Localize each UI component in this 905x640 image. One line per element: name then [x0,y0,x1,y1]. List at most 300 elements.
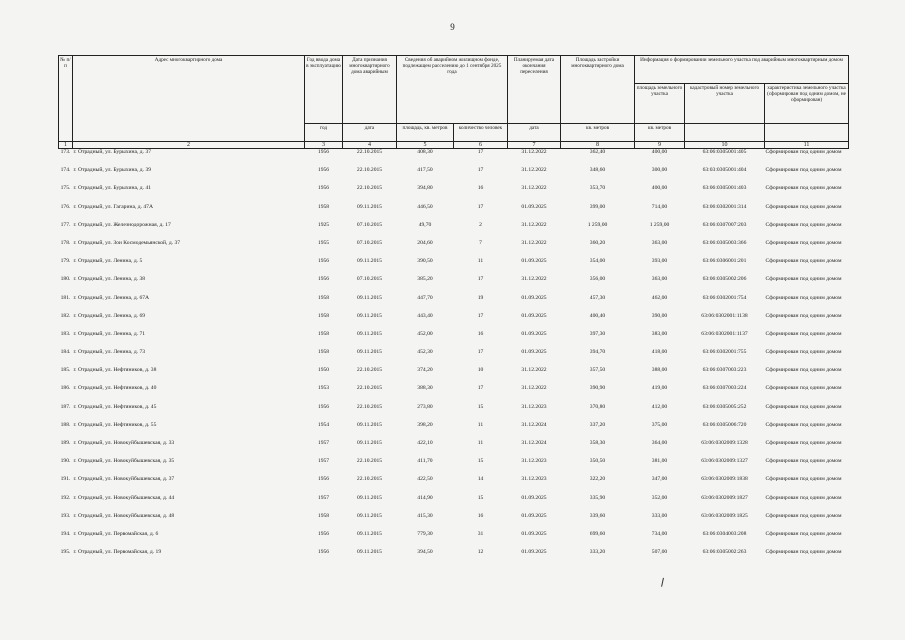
row-housing-area: 49,70 [418,221,432,228]
row-planned-end: 31.12.2022 [521,239,547,246]
row-cadastral-number: 63:06:0305005:252 [702,403,747,410]
row-building-area: 360,20 [589,239,606,246]
row-people-count: 11 [477,421,484,428]
row-building-area: 356,00 [589,276,606,283]
row-land-description: Сформирован под одним домом [765,312,842,319]
row-address: г. Отрадный, ул. Ленина, д. 69 [73,312,146,319]
row-emergency-date: 22.10.2015 [356,185,383,192]
row-building-area: 390,90 [589,385,606,392]
row-housing-area: 447,70 [417,294,433,301]
row-year-built: 1958 [317,349,330,356]
row-housing-area: 273,80 [417,403,433,410]
row-cadastral-number: 63:06:0305001:403 [702,185,747,192]
table-row [59,222,849,240]
row-number: 176. [60,203,71,210]
unit-sqm: кв. метров [561,124,635,142]
table-row [59,367,849,385]
row-people-count: 16 [477,512,484,519]
row-number: 189. [60,440,71,446]
row-year-built: 1955 [317,239,330,246]
row-people-count: 31 [477,530,484,537]
row-number: 193. [60,512,71,519]
row-number: 174. [60,167,71,174]
row-people-count: 16 [477,330,484,337]
row-building-area: 400,40 [589,312,606,319]
row-housing-area: 452,00 [417,330,433,337]
row-land-area: 383,00 [651,330,668,337]
header-land-info: Информация о формировании земельного участка под аварийным многоквартирным домом [635,56,849,84]
row-people-count: 7 [479,239,482,246]
row-number: 182. [60,312,71,319]
row-land-description: Сформирован под одним домом [765,221,842,228]
col-number: 4 [343,142,397,149]
header-cadastral: кадастровый номер земельного участка [685,84,765,124]
unit-date2: дата [508,124,561,142]
row-building-area: 337,20 [589,421,606,428]
unit-sqm2: кв. метров [635,124,685,142]
col-number: 2 [73,142,305,149]
row-building-area: 1 259,00 [587,221,608,228]
table-row [59,440,849,458]
row-land-description: Сформирован под одним домом [765,330,842,337]
row-people-count: 17 [477,167,484,174]
row-address: г. Отрадный, ул. Нефтяников, д. 55 [73,421,157,428]
row-number: 188. [60,421,71,428]
row-planned-end: 31.12.2022 [521,185,547,192]
row-building-area: 357,50 [589,367,606,374]
row-cadastral-number: 63:06:0302001:754 [702,294,747,301]
row-year-built: 1958 [317,294,330,301]
row-planned-end: 01.09.2025 [521,512,547,519]
row-land-description: Сформирован под одним домом [765,549,842,556]
row-land-area: 462,00 [651,294,668,301]
row-land-description: Сформирован под одним домом [765,167,842,174]
row-housing-area: 417,50 [417,167,433,174]
row-year-built: 1956 [317,276,330,283]
row-land-area: 388,00 [651,367,668,374]
row-cadastral-number: 63:06:0306001:201 [702,258,747,265]
row-year-built: 1956 [317,185,330,192]
row-planned-end: 31.12.2022 [521,149,547,155]
row-year-built: 1958 [317,203,330,210]
unit-empty-10 [685,124,765,142]
row-land-area: 400,00 [651,185,668,192]
col-number: 10 [685,142,765,149]
row-planned-end: 31.12.2022 [521,276,547,283]
unit-count: количество человек [454,124,508,142]
row-number: 191. [60,476,71,483]
header-emergency-date: Дата признания многоквартирного дома аварийным [343,56,397,124]
row-emergency-date: 22.10.2015 [356,385,383,392]
row-address: г. Отрадный, ул. Первомайская, д. 6 [73,530,159,537]
row-number: 181. [60,294,71,301]
row-cadastral-number: 63:06:0307007:203 [702,221,747,228]
row-address: г. Отрадный, ул. Ленина, д. 71 [73,330,146,337]
row-cadastral-number: 63:06:0305002:206 [702,276,747,283]
table-row [59,149,849,168]
row-land-area: 419,00 [651,385,668,392]
row-land-description: Сформирован под одним домом [765,149,842,155]
row-planned-end: 01.09.2025 [521,294,547,301]
row-planned-end: 01.09.2025 [521,312,547,319]
table-row [59,513,849,531]
row-emergency-date: 09.11.2015 [357,203,382,210]
row-year-built: 1958 [317,312,330,319]
row-cadastral-number: 63:06:0304003:208 [702,530,747,537]
row-number: 194. [60,530,71,537]
row-land-description: Сформирован под одним домом [765,440,842,446]
row-people-count: 15 [477,458,484,465]
row-emergency-date: 22.10.2015 [356,458,383,465]
row-address: г. Отрадный, ул. Новокуйбышевская, д. 37 [73,476,175,483]
row-emergency-date: 07.10.2015 [356,221,383,228]
row-housing-area: 408,30 [417,149,433,155]
pen-mark [661,578,666,587]
row-address: г. Отрадный, ул. Бурыхина, д. 39 [73,167,152,174]
row-cadastral-number: 63:06:0302001:755 [702,349,747,356]
row-housing-area: 446,50 [417,203,433,210]
row-people-count: 19 [477,294,484,301]
table-row [59,258,849,276]
row-building-area: 354,00 [589,258,606,265]
row-address: г. Отрадный, ул. Ленина, д. 73 [73,349,146,356]
row-people-count: 15 [477,494,484,501]
row-land-description: Сформирован под одним домом [765,494,842,501]
col-number: 6 [454,142,508,149]
row-cadastral-number: 63:06:0305003:366 [702,239,747,246]
table-row [59,349,849,367]
row-housing-area: 394,80 [417,185,433,192]
row-land-area: 381,00 [651,458,668,465]
row-cadastral-number: 63:06:0302001:1137 [701,330,748,337]
row-people-count: 16 [477,185,484,192]
row-land-area: 400,00 [651,149,668,155]
row-number: 180. [60,276,71,283]
row-address: г. Отрадный, ул. Нефтяников, д. 40 [73,385,157,392]
row-land-description: Сформирован под одним домом [765,385,842,392]
row-year-built: 1956 [317,149,330,155]
row-housing-area: 411,70 [417,458,433,465]
table-row [59,404,849,422]
table-row [59,531,849,549]
row-address: г. Отрадный, ул. Новокуйбышевская, д. 48 [73,512,175,519]
row-year-built: 1956 [317,258,330,265]
row-housing-area: 394,50 [417,549,433,556]
row-land-area: 714,00 [651,203,668,210]
row-land-description: Сформирован под одним домом [765,349,842,356]
row-emergency-date: 09.11.2015 [357,258,382,265]
row-cadastral-number: 63:06:0302001:1138 [701,312,748,319]
row-planned-end: 31.12.2024 [521,440,547,446]
row-land-area: 363,00 [651,239,668,246]
row-cadastral-number: 63:03:0305001:404 [702,167,747,174]
header-land-desc: характеристика земельного участка (сформирован под одним домом, не сформирован) [765,84,849,124]
row-emergency-date: 22.10.2015 [356,476,383,483]
table-row [59,204,849,222]
row-housing-area: 779,30 [417,530,433,537]
row-land-area: 347,00 [651,476,668,483]
row-planned-end: 31.12.2023 [521,476,547,483]
row-housing-area: 422,50 [417,476,433,483]
row-people-count: 10 [477,367,484,374]
row-people-count: 17 [477,312,484,319]
row-housing-area: 390,50 [417,258,433,265]
row-number: 183. [60,330,71,337]
row-emergency-date: 22.10.2015 [356,367,383,374]
row-land-area: 418,00 [651,349,668,356]
row-number: 175. [60,185,71,192]
row-number: 173. [60,149,71,155]
row-housing-area: 452,30 [417,349,433,356]
row-people-count: 11 [477,258,484,265]
row-planned-end: 31.12.2023 [521,458,547,465]
row-building-area: 699,60 [589,530,606,537]
row-year-built: 1956 [317,549,330,556]
row-number: 177. [60,221,71,228]
row-emergency-date: 22.10.2015 [356,167,383,174]
row-address: г. Отрадный, ул. Бурыхина, д. 41 [73,185,152,192]
row-emergency-date: 09.11.2015 [357,549,382,556]
row-number: 178. [60,239,71,246]
row-emergency-date: 09.11.2015 [357,421,382,428]
row-planned-end: 01.09.2025 [521,349,547,356]
table-row [59,495,849,513]
row-land-description: Сформирован под одним домом [765,258,842,265]
row-cadastral-number: 63:06:0305006:720 [702,421,747,428]
row-housing-area: 385,20 [417,276,433,283]
row-address: г. Отрадный, ул. Ленина, д. 5 [73,258,143,265]
table-row [59,476,849,494]
row-building-area: 339,60 [589,512,606,519]
row-building-area: 333,20 [589,549,606,556]
header-building-area: Площадь застройки многоквартирного дома [561,56,635,124]
table-row [59,295,849,313]
row-number: 184. [60,349,71,356]
row-year-built: 1956 [317,530,330,537]
row-cadastral-number: 63:06:0302009:1328 [701,440,748,446]
row-number: 190. [60,458,71,465]
row-year-built: 1953 [317,385,330,392]
row-cadastral-number: 63:06:0302001:314 [702,203,747,210]
row-building-area: 353,70 [589,185,606,192]
row-year-built: 1956 [317,403,330,410]
row-address: г. Отрадный, ул. Новокуйбышевская, д. 33 [73,440,175,446]
row-planned-end: 31.12.2022 [521,385,547,392]
col-number: 3 [305,142,343,149]
table-body [59,149,849,568]
row-cadastral-number: 63:06:0307003:224 [702,385,747,392]
row-land-description: Сформирован под одним домом [765,512,842,519]
unit-year: год [305,124,343,142]
row-year-built: 1954 [317,421,330,428]
row-address: г. Отрадный, ул. Бурыхина, д. 37 [73,149,152,155]
table-row [59,185,849,203]
row-people-count: 17 [477,276,484,283]
row-land-area: 393,00 [651,258,668,265]
row-number: 179. [60,258,71,265]
row-year-built: 1957 [317,440,330,446]
row-planned-end: 31.12.2022 [521,221,547,228]
col-number: 7 [508,142,561,149]
row-land-area: 375,00 [651,421,668,428]
unit-date: дата [343,124,397,142]
row-address: г. Отрадный, ул. Новокуйбышевская, д. 35 [73,458,175,465]
row-housing-area: 415,30 [417,512,433,519]
row-building-area: 322,20 [589,476,606,483]
row-housing-area: 398,20 [417,421,433,428]
row-land-area: 390,00 [651,312,668,319]
row-emergency-date: 09.11.2015 [357,494,382,501]
unit-empty-11 [765,124,849,142]
row-year-built: 1957 [317,494,330,501]
row-planned-end: 31.12.2022 [521,367,547,374]
row-building-area: 399,00 [589,203,606,210]
row-planned-end: 01.09.2025 [521,530,547,537]
row-land-area: 333,00 [651,512,668,519]
row-people-count: 17 [477,149,484,155]
row-address: г. Отрадный, ул. Нефтяников, д. 45 [73,403,157,410]
row-year-built: 1956 [317,476,330,483]
row-address: г. Отрадный, ул. Ленина, д. 38 [73,276,146,283]
table-row [59,549,849,567]
row-cadastral-number: 63:06:0302009:1327 [701,458,748,465]
row-year-built: 1957 [317,458,330,465]
row-address: г. Отрадный, ул. Новокуйбышевская, д. 44 [73,494,175,501]
row-address: г. Отрадный, ул. Ленина, д. 67А [73,294,150,301]
row-land-area: 363,00 [651,276,668,283]
table-row [59,276,849,294]
row-address: г. Отрадный, ул. Гагарина, д. 47А [73,203,154,210]
row-emergency-date: 09.11.2015 [357,349,382,356]
row-cadastral-number: 63:06:0302009:1827 [701,494,748,501]
row-number: 187. [60,403,71,410]
row-land-area: 364,00 [651,440,668,446]
header-num: № п/п [59,56,73,142]
row-land-description: Сформирован под одним домом [765,367,842,374]
unit-area: площадь, кв. метров [397,124,454,142]
row-number: 192. [60,494,71,501]
row-housing-area: 374,20 [417,367,433,374]
row-address: г. Отрадный, ул. Нефтяников, д. 38 [73,367,157,374]
row-land-description: Сформирован под одним домом [765,421,842,428]
row-planned-end: 01.09.2025 [521,494,547,501]
row-housing-area: 204,60 [417,239,433,246]
row-address: г. Отрадный, ул. Зои Космодемьянской, д. 37 [73,239,181,246]
row-people-count: 15 [477,403,484,410]
row-year-built: 1950 [317,367,330,374]
table-row [59,240,849,258]
row-emergency-date: 09.11.2015 [357,330,382,337]
row-building-area: 397,30 [589,330,606,337]
row-housing-area: 388,30 [417,385,433,392]
row-people-count: 12 [477,549,484,556]
row-people-count: 14 [477,476,484,483]
row-emergency-date: 09.11.2015 [357,530,382,537]
row-number: 185. [60,367,71,374]
row-address: г. Отрадный, ул. Первомайская, д. 19 [73,549,162,556]
row-land-description: Сформирован под одним домом [765,403,842,410]
row-land-area: 412,00 [651,403,668,410]
row-building-area: 348,60 [589,167,606,174]
row-cadastral-number: 63:06:0305002:263 [702,549,747,556]
col-number: 9 [635,142,685,149]
header-address: Адрес многоквартирного дома [73,56,305,142]
row-year-built: 1925 [317,221,330,228]
row-emergency-date: 09.11.2015 [357,512,382,519]
row-planned-end: 01.09.2025 [521,203,547,210]
col-number: 11 [765,142,849,149]
row-land-description: Сформирован под одним домом [765,530,842,537]
row-land-description: Сформирован под одним домом [765,185,842,192]
table-row [59,167,849,185]
row-land-area: 734,00 [651,530,668,537]
row-year-built: 1958 [317,330,330,337]
row-emergency-date: 22.10.2015 [356,403,383,410]
row-building-area: 350,50 [589,458,606,465]
row-land-description: Сформирован под одним домом [765,476,842,483]
row-emergency-date: 09.11.2015 [357,440,382,446]
row-year-built: 1956 [317,167,330,174]
row-land-description: Сформирован под одним домом [765,294,842,301]
row-emergency-date: 09.11.2015 [357,294,382,301]
row-housing-area: 443,40 [417,312,433,319]
table-header [59,56,849,149]
col-number: 5 [397,142,454,149]
row-building-area: 394,70 [589,349,606,356]
table-row [59,385,849,403]
row-housing-area: 414,90 [417,494,433,501]
row-emergency-date: 22.10.2015 [356,149,383,155]
row-land-description: Сформирован под одним домом [765,276,842,283]
row-land-area: 1 259,00 [649,221,670,228]
row-people-count: 17 [477,349,484,356]
row-building-area: 370,80 [589,403,606,410]
row-number: 186. [60,385,71,392]
table-row [59,331,849,349]
row-people-count: 2 [479,221,482,228]
header-planned-end: Планируемая дата окончания переселения [508,56,561,124]
row-planned-end: 01.09.2025 [521,258,547,265]
row-building-area: 457,30 [589,294,606,301]
col-number: 8 [561,142,635,149]
row-cadastral-number: 63:06:0302009:1838 [701,476,748,483]
row-people-count: 17 [477,203,484,210]
row-housing-area: 422,10 [417,440,433,446]
row-land-description: Сформирован под одним домом [765,203,842,210]
row-planned-end: 01.09.2025 [521,549,547,556]
row-land-description: Сформирован под одним домом [765,239,842,246]
row-building-area: 362,40 [589,149,606,155]
row-cadastral-number: 63:06:0307003:223 [702,367,747,374]
row-land-area: 300,00 [651,167,668,174]
row-land-area: 352,00 [651,494,668,501]
row-cadastral-number: 63:06:0302009:1825 [701,512,748,519]
row-number: 195. [60,549,71,556]
row-address: г. Отрадный, ул. Железнодорожная, д. 17 [73,221,171,228]
emergency-housing-table [58,55,849,567]
row-building-area: 335,90 [589,494,606,501]
page-number: 9 [450,22,455,32]
row-emergency-date: 09.11.2015 [357,312,382,319]
row-land-area: 507,00 [651,549,668,556]
row-emergency-date: 07.10.2015 [356,276,383,283]
table-row [59,422,849,440]
row-year-built: 1958 [317,512,330,519]
col-number: 1 [59,142,73,149]
row-people-count: 17 [477,385,484,392]
header-year-built: Год ввода дома в эксплуатацию [305,56,343,124]
row-people-count: 11 [477,440,484,446]
